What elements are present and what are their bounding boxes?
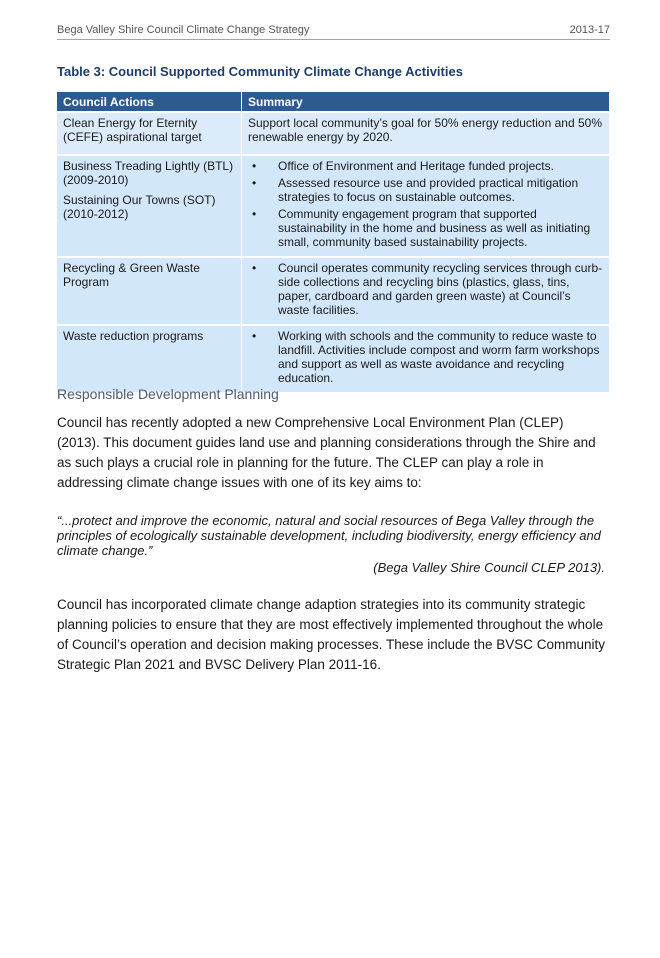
paragraph-clep-intro: Council has recently adopted a new Comprehensive Local Environment Plan (CLEP) (2013). This document guides land use and planning considerations through the Shire and as such plays a crucial role in planning for the future. The CLEP can play a role in addressing climate change issues with one of its key aims to:: [57, 415, 596, 490]
summary-cell: [242, 257, 610, 325]
summary-cell: [242, 112, 610, 155]
table-row: [57, 155, 610, 257]
council-action-text: Waste reduction programs: [63, 329, 204, 343]
section-heading: Responsible Development Planning: [57, 386, 279, 402]
table-header-row: [57, 92, 610, 112]
bullet-icon: •: [252, 329, 257, 343]
council-action-text: Recycling & Green Waste Program: [63, 261, 200, 289]
council-action-text: Clean Energy for Eternity (CEFE) aspirational target: [63, 116, 202, 144]
paragraph-strategies: Council has incorporated climate change adaption strategies into its community strategic planning policies to ensure that they are most effectively implemented throughout the whole of Council’s operation and decision making processes. These include the BVSC Community Strategic Plan 2021 and BVSC Delivery Plan 2011-16.: [57, 597, 606, 672]
header-period: 2013-17: [569, 24, 610, 36]
council-action-text: Sustaining Our Towns (SOT) (2010-2012): [63, 193, 216, 221]
bullet-icon: •: [252, 207, 257, 221]
column-header-summary: Summary: [242, 92, 610, 112]
activities-table: [57, 92, 610, 392]
column-header-actions: Council Actions: [57, 92, 242, 112]
council-action-cell: [57, 325, 242, 392]
summary-bullet-item: [248, 329, 603, 385]
summary-bullet-list: [248, 159, 603, 249]
page-header: [57, 24, 610, 40]
summary-bullet-list: [248, 329, 603, 385]
council-action-text: Business Treading Lightly (BTL) (2009-2010): [63, 159, 234, 187]
table-row: [57, 325, 610, 392]
summary-bullet-item: [248, 261, 603, 317]
summary-bullet-text: Assessed resource use and provided practical mitigation strategies to focus on sustainable outcomes.: [278, 176, 579, 204]
summary-bullet-item: [248, 159, 603, 173]
summary-cell: [242, 325, 610, 392]
bullet-icon: •: [252, 176, 257, 190]
header-doc-title: Bega Valley Shire Council Climate Change Strategy: [57, 24, 310, 36]
summary-bullet-item: [248, 176, 603, 204]
table-row: [57, 257, 610, 325]
clep-quote: “...protect and improve the economic, natural and social resources of Bega Valley through the principles of ecologically sustainable development, including biodiversity, energy efficiency and climate change.”: [57, 513, 601, 558]
summary-cell: [242, 155, 610, 257]
table-body: [57, 112, 610, 392]
summary-text: Support local community’s goal for 50% energy reduction and 50% renewable energy by 2020.: [248, 116, 602, 144]
bullet-icon: •: [252, 261, 257, 275]
council-action-cell: [57, 112, 242, 155]
summary-bullet-text: Council operates community recycling services through curb-side collections and recycling bins (plastics, glass, tins, paper, cardboard and garden green waste) at Council’s waste facilities.: [278, 261, 603, 317]
bullet-icon: •: [252, 159, 257, 173]
table-title: Table 3: Council Supported Community Climate Change Activities: [57, 64, 463, 79]
summary-bullet-text: Office of Environment and Heritage funded projects.: [278, 159, 554, 173]
council-action-cell: [57, 257, 242, 325]
council-action-cell: [57, 155, 242, 257]
summary-bullet-list: [248, 261, 603, 317]
quote-citation: (Bega Valley Shire Council CLEP 2013).: [373, 560, 605, 575]
summary-bullet-text: Working with schools and the community to reduce waste to landfill. Activities include compost and worm farm workshops and support as well as waste avoidance and recycling education.: [278, 329, 600, 385]
table-row: [57, 112, 610, 155]
summary-bullet-item: [248, 207, 603, 249]
summary-bullet-text: Community engagement program that supported sustainability in the home and business as well as initiating small, community based sustainability projects.: [278, 207, 591, 249]
